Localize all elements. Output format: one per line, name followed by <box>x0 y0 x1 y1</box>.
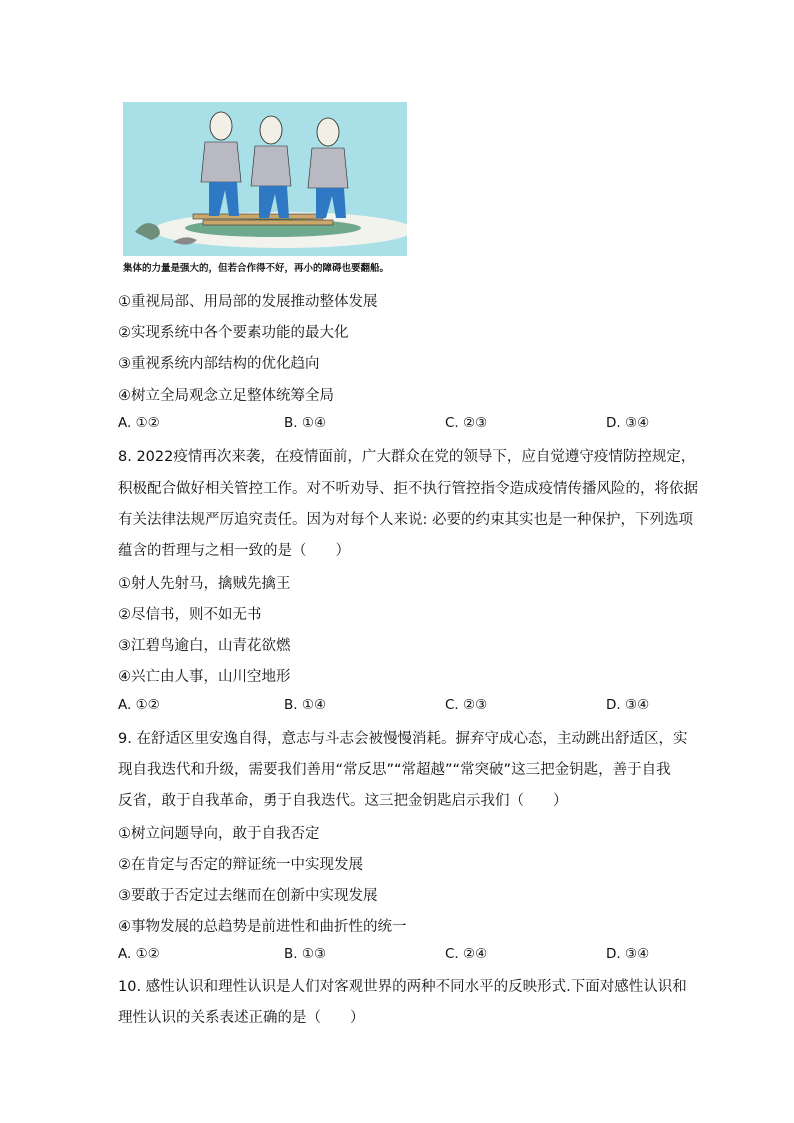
q9-option-b: B. ①③ <box>284 946 327 962</box>
q8-option-b: B. ①④ <box>284 697 327 713</box>
q8-stem-line-1: 8. 2022疫情再次来袭，在疫情面前，广大群众在党的领导下，应自觉遵守疫情防控规定， <box>118 449 696 465</box>
q7-item-2: ②实现系统中各个要素功能的最大化 <box>118 325 349 341</box>
q8-option-a: A. ①② <box>118 697 160 713</box>
q7-item-1: ①重视局部、用局部的发展推动整体发展 <box>118 294 378 310</box>
cartoon-illustration <box>123 102 407 256</box>
q9-item-4: ④事物发展的总趋势是前进性和曲折性的统一 <box>118 919 407 935</box>
q9-item-2: ②在肯定与否定的辩证统一中实现发展 <box>118 857 363 873</box>
q9-option-a: A. ①② <box>118 946 160 962</box>
q7-item-3: ③重视系统内部结构的优化趋向 <box>118 356 320 372</box>
q8-item-3: ③江碧鸟逾白，山青花欲燃 <box>118 638 291 654</box>
q9-option-d: D. ③④ <box>606 946 650 962</box>
q7-item-4: ④树立全局观念立足整体统筹全局 <box>118 388 334 404</box>
q7-option-b: B. ①④ <box>284 415 327 431</box>
q9-option-c: C. ②④ <box>445 946 488 962</box>
q8-stem-line-4: 蕴含的哲理与之相一致的是（ ） <box>118 543 350 559</box>
q8-option-d: D. ③④ <box>606 697 650 713</box>
q7-option-a: A. ①② <box>118 415 160 431</box>
q8-item-4: ④兴亡由人事，山川空地形 <box>118 669 291 685</box>
q9-item-3: ③要敢于否定过去继而在创新中实现发展 <box>118 888 378 904</box>
q9-stem-line-2: 现自我迭代和升级，需要我们善用“常反思”“常超越”“常突破”这三把金钥匙，善于自我 <box>118 762 671 778</box>
q8-option-c: C. ②③ <box>445 697 488 713</box>
q9-stem-line-3: 反省，敢于自我革命，勇于自我迭代。这三把金钥匙启示我们（ ） <box>118 793 568 809</box>
q9-item-1: ①树立问题导向，敢于自我否定 <box>118 826 320 842</box>
q7-option-c: C. ②③ <box>445 415 488 431</box>
q9-stem-line-1: 9. 在舒适区里安逸自得，意志与斗志会被慢慢消耗。摒弃守成心态，主动跳出舒适区，实 <box>118 731 688 747</box>
q8-stem-line-2: 积极配合做好相关管控工作。对不听劝导、拒不执行管控指令造成疫情传播风险的，将依据 <box>118 481 698 497</box>
q8-item-1: ①射人先射马，擒贼先擒王 <box>118 576 291 592</box>
figure-caption: 集体的力量是强大的，但若合作得不好，再小的障碍也要翻船。 <box>123 263 390 274</box>
q8-stem-line-3: 有关法律法规严厉追究责任。因为对每个人来说: 必要的约束其实也是一种保护，下列选项 <box>118 512 693 528</box>
q7-option-d: D. ③④ <box>606 415 650 431</box>
q8-item-2: ②尽信书，则不如无书 <box>118 607 262 623</box>
q10-stem-line-2: 理性认识的关系表述正确的是（ ） <box>118 1010 365 1026</box>
q10-stem-line-1: 10. 感性认识和理性认识是人们对客观世界的两种不同水平的反映形式.下面对感性认识和 <box>118 979 687 995</box>
